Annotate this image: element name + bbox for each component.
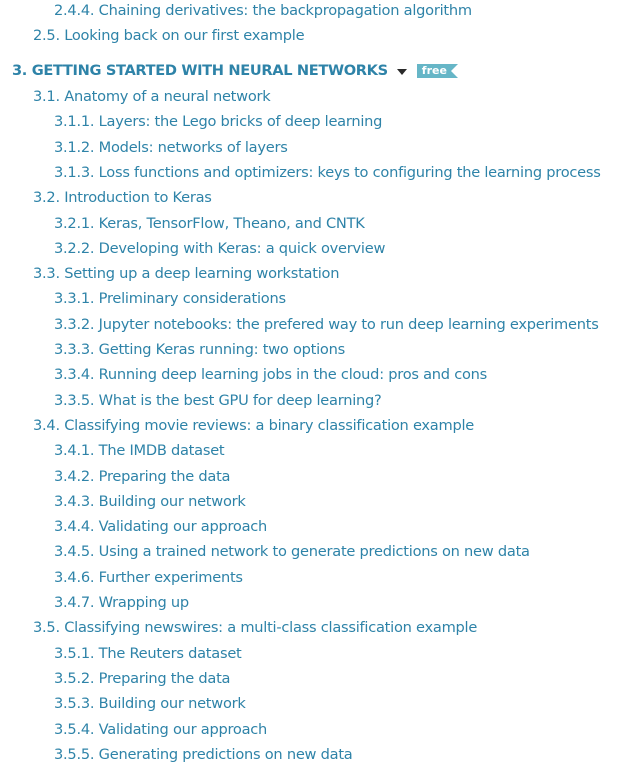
toc-subsection-link[interactable]: 3.2.1. Keras, TensorFlow, Theano, and CNTK bbox=[54, 214, 365, 232]
toc-item[interactable]: 2.5. Looking back on our first example bbox=[33, 27, 305, 44]
toc-item[interactable]: 2.4.4. Chaining derivatives: the backpropagation algorithm bbox=[54, 2, 472, 19]
toc-subsection-link[interactable]: 3.3.2. Jupyter notebooks: the prefered way to run deep learning experiments bbox=[54, 315, 599, 333]
free-badge bbox=[417, 64, 458, 78]
badge-notch-shape bbox=[451, 64, 458, 78]
toc-subsection-link[interactable]: 3.5.4. Validating our approach bbox=[54, 720, 268, 738]
toc-subsection-link[interactable]: 3.4.7. Wrapping up bbox=[54, 594, 189, 611]
toc-subsection-link[interactable]: 3.2.2. Developing with Keras: a quick overview bbox=[54, 239, 386, 257]
toc-subsection-link[interactable]: 3.4.3. Building our network bbox=[54, 492, 246, 510]
toc-subsection-link[interactable]: 3.5.3. Building our network bbox=[54, 695, 246, 713]
toc-subsection-link[interactable]: 3.1.3. Loss functions and optimizers: keys to configuring the learning process bbox=[54, 163, 601, 181]
toc-subsection-link[interactable]: 3.4.1. The IMDB dataset bbox=[54, 442, 225, 460]
toc-section-link[interactable]: 3.2. Introduction to Keras bbox=[33, 189, 212, 207]
toc-section-link[interactable]: 3.5. Classifying newswires: a multi-class classification example bbox=[33, 619, 478, 637]
toc-subsection-link[interactable]: 3.3.5. What is the best GPU for deep learning? bbox=[54, 391, 382, 409]
toc-subsection-link[interactable]: 3.3.3. Getting Keras running: two options bbox=[54, 341, 345, 358]
toc-subsection-link[interactable]: 3.4.5. Using a trained network to generate predictions on new data bbox=[54, 543, 530, 561]
toc-section-link[interactable]: 3.3. Setting up a deep learning workstation bbox=[33, 265, 340, 283]
toc-subsection-link[interactable]: 3.1.1. Layers: the Lego bricks of deep learning bbox=[54, 113, 383, 131]
toc-subsection-link[interactable]: 3.4.4. Validating our approach bbox=[54, 518, 268, 536]
toc-section-link[interactable]: 3.1. Anatomy of a neural network bbox=[33, 88, 271, 105]
toc-subsection-link[interactable]: 3.3.4. Running deep learning jobs in the cloud: pros and cons bbox=[54, 366, 488, 384]
chevron-down-icon[interactable] bbox=[397, 69, 407, 75]
chapter-3-title-link[interactable]: 3. GETTING STARTED WITH NEURAL NETWORKS bbox=[12, 62, 388, 79]
toc-subsection-link[interactable]: 3.5.1. The Reuters dataset bbox=[54, 644, 242, 662]
chapter-3-heading bbox=[12, 61, 458, 81]
toc-subsection-link[interactable]: 3.1.2. Models: networks of layers bbox=[54, 138, 288, 156]
toc-subsection-link[interactable]: 3.4.6. Further experiments bbox=[54, 568, 243, 586]
free-badge-label: free bbox=[417, 64, 451, 78]
toc-subsection-link[interactable]: 3.5.5. Generating predictions on new data bbox=[54, 745, 353, 763]
toc-subsection-link[interactable]: 3.4.2. Preparing the data bbox=[54, 467, 231, 485]
toc-subsection-link[interactable]: 3.3.1. Preliminary considerations bbox=[54, 290, 286, 308]
toc-section-link[interactable]: 3.4. Classifying movie reviews: a binary classification example bbox=[33, 416, 475, 434]
toc-subsection-link[interactable]: 3.5.2. Preparing the data bbox=[54, 669, 231, 687]
